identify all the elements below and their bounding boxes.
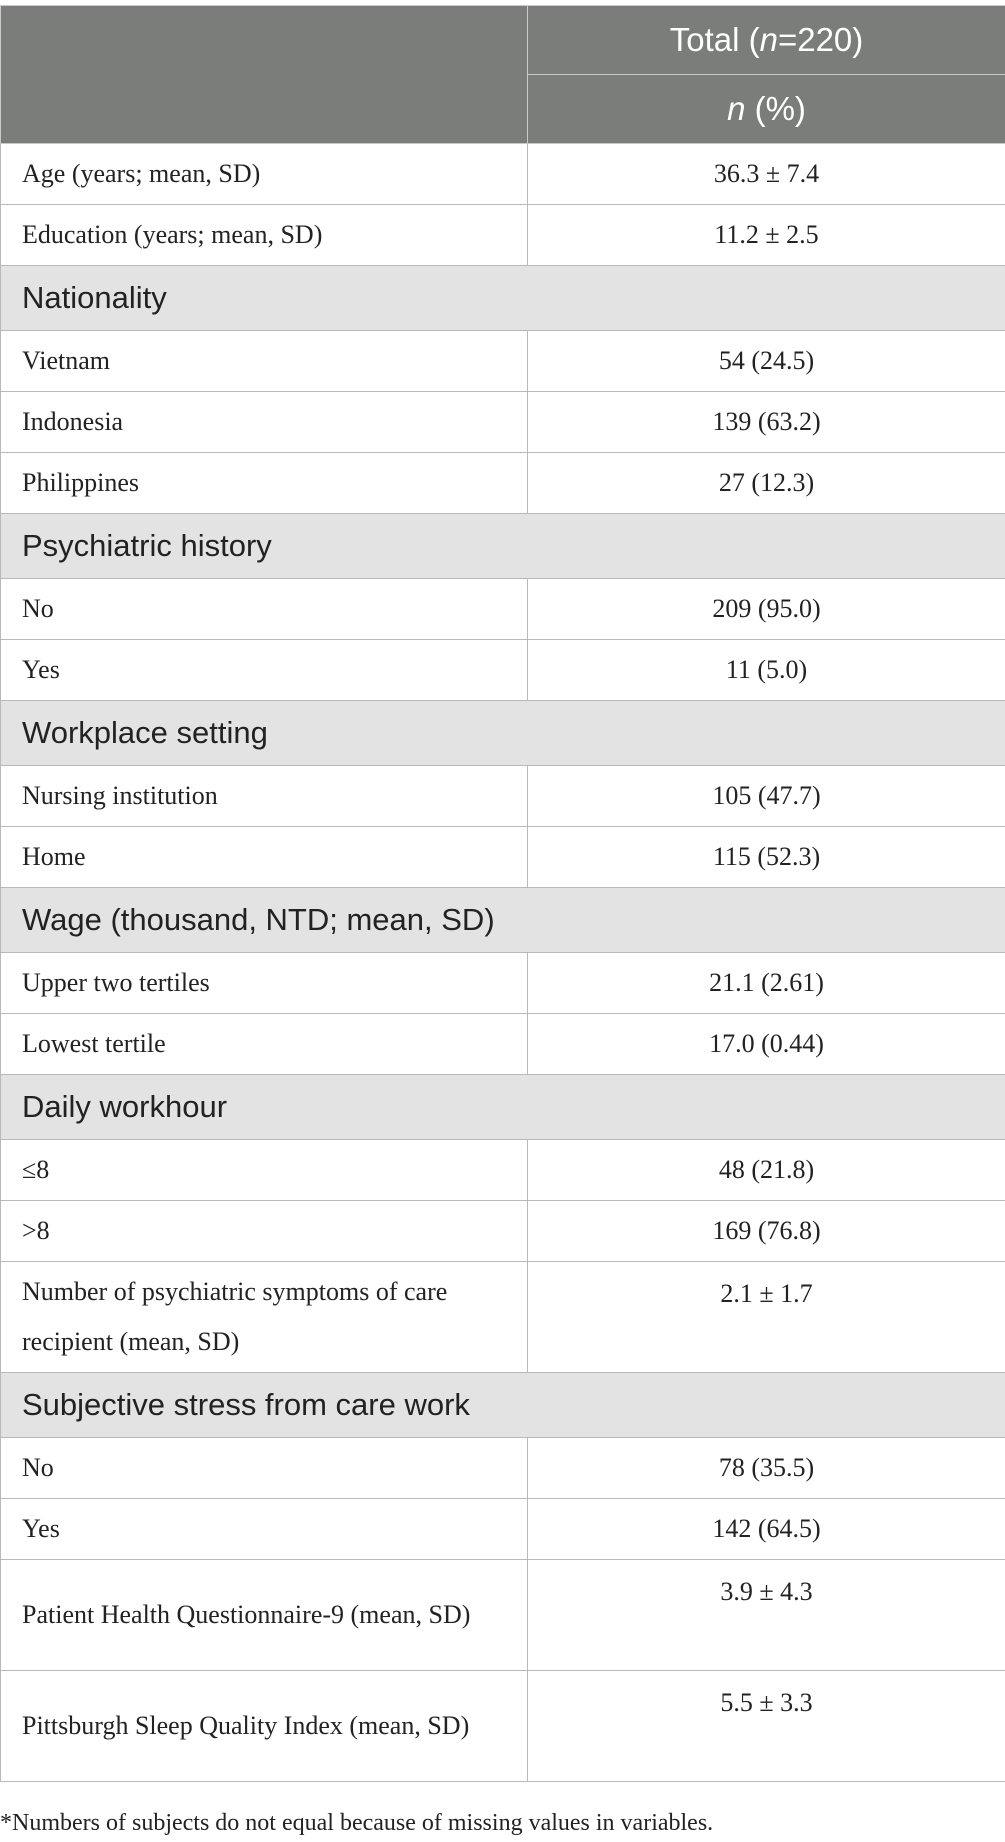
section-header-label: Subjective stress from care work bbox=[1, 1373, 1005, 1438]
header-unit-cell bbox=[528, 75, 1005, 144]
row-label: Home bbox=[1, 827, 528, 888]
row-label: Nursing institution bbox=[1, 766, 528, 827]
section-header-row bbox=[1, 266, 1005, 331]
row-value: 115 (52.3) bbox=[528, 827, 1005, 888]
table-row bbox=[1, 1201, 1005, 1262]
row-value: 3.9 ± 4.3 bbox=[528, 1560, 1005, 1671]
table-row bbox=[1, 1262, 1005, 1373]
section-header-row bbox=[1, 888, 1005, 953]
table-row bbox=[1, 331, 1005, 392]
section-header-row bbox=[1, 701, 1005, 766]
row-value: 5.5 ± 3.3 bbox=[528, 1671, 1005, 1782]
row-label: >8 bbox=[1, 1201, 528, 1262]
table-row bbox=[1, 640, 1005, 701]
row-value: 209 (95.0) bbox=[528, 579, 1005, 640]
row-value: 105 (47.7) bbox=[528, 766, 1005, 827]
section-header-label: Workplace setting bbox=[1, 701, 1005, 766]
row-label: Number of psychiatric symptoms of care recipient (mean, SD) bbox=[1, 1262, 528, 1373]
row-label: Yes bbox=[1, 1499, 528, 1560]
demographics-table bbox=[0, 5, 1005, 1782]
row-value: 11 (5.0) bbox=[528, 640, 1005, 701]
section-header-label: Wage (thousand, NTD; mean, SD) bbox=[1, 888, 1005, 953]
row-value: 142 (64.5) bbox=[528, 1499, 1005, 1560]
section-header-label: Daily workhour bbox=[1, 1075, 1005, 1140]
row-value: 54 (24.5) bbox=[528, 331, 1005, 392]
table-row bbox=[1, 1438, 1005, 1499]
row-label: Pittsburgh Sleep Quality Index (mean, SD) bbox=[1, 1671, 528, 1782]
section-header-row bbox=[1, 1373, 1005, 1438]
section-header-label: Nationality bbox=[1, 266, 1005, 331]
table-row bbox=[1, 1140, 1005, 1201]
row-label: Lowest tertile bbox=[1, 1014, 528, 1075]
header-total-prefix: Total ( bbox=[669, 21, 760, 58]
table-row bbox=[1, 392, 1005, 453]
table-row bbox=[1, 1499, 1005, 1560]
row-value: 78 (35.5) bbox=[528, 1438, 1005, 1499]
row-label: Education (years; mean, SD) bbox=[1, 205, 528, 266]
row-label: Vietnam bbox=[1, 331, 528, 392]
table-row bbox=[1, 205, 1005, 266]
header-total-suffix: =220) bbox=[777, 21, 864, 58]
table-row bbox=[1, 453, 1005, 514]
row-value: 21.1 (2.61) bbox=[528, 953, 1005, 1014]
table-row bbox=[1, 144, 1005, 205]
header-total-cell bbox=[528, 6, 1005, 75]
header-blank-cell bbox=[1, 6, 528, 144]
row-value: 36.3 ± 7.4 bbox=[528, 144, 1005, 205]
header-row-total bbox=[1, 6, 1005, 75]
row-label: No bbox=[1, 579, 528, 640]
section-header-row bbox=[1, 514, 1005, 579]
row-value: 139 (63.2) bbox=[528, 392, 1005, 453]
row-label: No bbox=[1, 1438, 528, 1499]
header-total-n: n bbox=[759, 21, 778, 58]
table-body bbox=[1, 144, 1005, 1782]
table-row bbox=[1, 1671, 1005, 1782]
table-row bbox=[1, 1560, 1005, 1671]
row-label: ≤8 bbox=[1, 1140, 528, 1201]
table-row bbox=[1, 1014, 1005, 1075]
row-value: 11.2 ± 2.5 bbox=[528, 205, 1005, 266]
demographics-table-container bbox=[0, 5, 1005, 1782]
row-label: Patient Health Questionnaire-9 (mean, SD) bbox=[1, 1560, 528, 1671]
row-label: Age (years; mean, SD) bbox=[1, 144, 528, 205]
section-header-row bbox=[1, 1075, 1005, 1140]
row-label: Upper two tertiles bbox=[1, 953, 528, 1014]
row-label: Indonesia bbox=[1, 392, 528, 453]
section-header-label: Psychiatric history bbox=[1, 514, 1005, 579]
header-unit-rest: (%) bbox=[745, 90, 806, 127]
row-value: 17.0 (0.44) bbox=[528, 1014, 1005, 1075]
table-row bbox=[1, 827, 1005, 888]
row-value: 48 (21.8) bbox=[528, 1140, 1005, 1201]
row-value: 169 (76.8) bbox=[528, 1201, 1005, 1262]
row-label: Yes bbox=[1, 640, 528, 701]
table-row bbox=[1, 766, 1005, 827]
row-label: Philippines bbox=[1, 453, 528, 514]
row-value: 27 (12.3) bbox=[528, 453, 1005, 514]
table-footnote: *Numbers of subjects do not equal because of missing values in variables. bbox=[0, 1810, 714, 1836]
row-value: 2.1 ± 1.7 bbox=[528, 1262, 1005, 1373]
table-header bbox=[1, 6, 1005, 144]
header-unit-n: n bbox=[727, 90, 746, 127]
table-row bbox=[1, 579, 1005, 640]
table-row bbox=[1, 953, 1005, 1014]
